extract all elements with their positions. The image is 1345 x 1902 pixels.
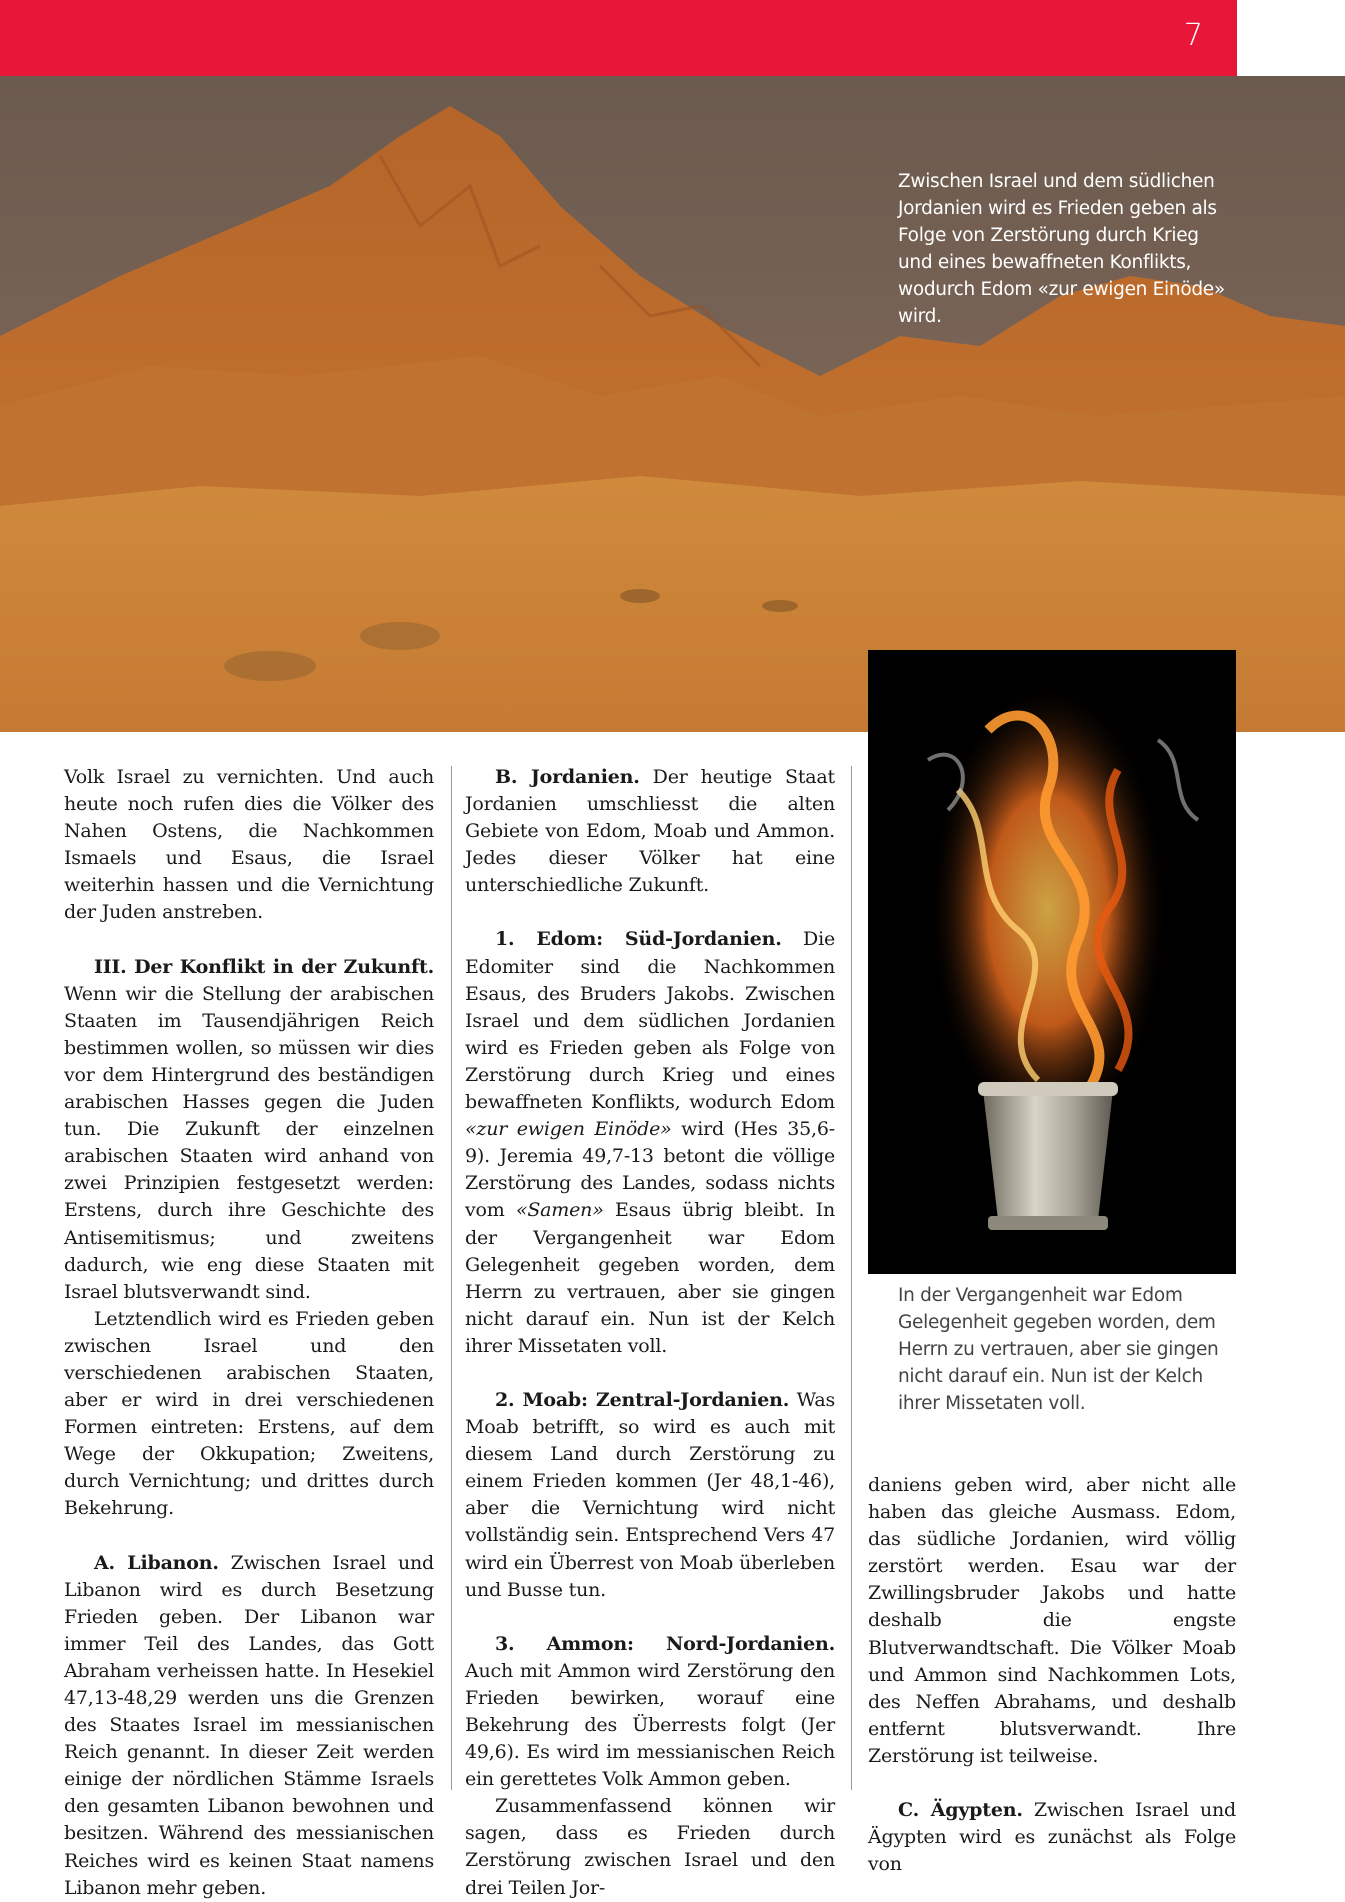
page-number: 7 [1183,18,1203,53]
header-bar [0,0,1237,76]
text-column-3 [868,1472,1236,1878]
fire-photo [868,650,1236,1274]
paragraph [465,1387,835,1604]
paragraph-text: Wenn wir die Stellung der arabischen Staaten im Tausendjährigen Reich bestimmen wollen, so müssen wir dies vor dem Hintergrund des beständigen arabischen Hasses gegen die Juden tun. Die Zukunft der einzelnen arabischen Staaten wird anhand von zwei Prinzipien festgesetzt werden: Erstens, durch ihre Geschichte des Antisemitismus; und zweitens dadurch, wie eng diese Staaten mit Israel blutsverwandt sind. [64,982,434,1303]
desert-photo-caption: Zwischen Israel und dem südlichen Jordanien wird es Frieden geben als Folge von Zerstörung durch Krieg und eines bewaffneten Konflikts, wodurch Edom «zur ewigen Einöde» wird. [898,171,1225,327]
paragraph [465,926,835,1360]
paragraph [465,764,835,899]
section-heading: B. Jordanien. [495,766,640,788]
section-heading: III. Der Konflikt in der Zukunft. [94,955,434,978]
paragraph [64,954,434,1306]
paragraph-text: Zwischen Israel und Libanon wird es durch Besetzung Frieden geben. Der Libanon war immer Teil des Landes, das Gott Abraham verheissen hatte. In Hesekiel 47,13-48,29 werden uns die Grenzen des Staates Israel im messianischen Reich genannt. In dieser Zeit werden einige der nördlichen Stämme Israels den gesamten Libanon bewohnen und besitzen. Während des messianischen Reiches wird es keinen Staat namens Libanon mehr geben. [64,1551,434,1899]
quote: «zur ewigen Einöde» [465,1118,672,1141]
section-heading: 1. Edom: Süd-Jordanien. [495,928,782,951]
paragraph [64,1550,434,1902]
paragraph-text: Was Moab betrifft, so wird es auch mit diesem Land durch Zerstörung zu einem Frieden kommen (Jer 48,1-46), aber die Vernichtung wird nicht vollständig sein. Entsprechend Vers 47 wird ein Überrest von Moab überleben und Busse tun. [465,1388,835,1601]
paragraph-text: Esaus übrig bleibt. In der Vergangenheit war Edom Gelegenheit gegeben worden, dem Herrn zu vertrauen, aber sie gingen nicht darauf ein. Nun ist der Kelch ihrer Missetaten voll. [465,1199,835,1357]
column-divider [851,766,852,1790]
paragraph: Zusammenfassend können wir sagen, dass es Frieden durch Zerstörung zwischen Israel und den drei Teilen Jor- [465,1795,835,1899]
section-heading: C. Ägypten. [898,1799,1023,1822]
paragraph-text: Der heutige Staat Jordanien umschliesst die alten Gebiete von Edom, Moab und Ammon. Jedes dieser Völker hat eine unterschiedliche Zukunft. [465,766,835,897]
paragraph-text: Auch mit Ammon wird Zerstörung den Frieden bewirken, worauf eine Bekehrung des Überrests folgt (Jer 49,6). Es wird im messianischen Reich ein gerettetes Volk Ammon geben. [465,1659,835,1791]
quote: «Samen» [515,1199,604,1222]
section-heading: 3. Ammon: Nord-Jordanien. [495,1632,835,1655]
section-heading: A. Libanon. [94,1551,219,1574]
paragraph: Letztendlich wird es Frieden geben zwischen Israel und den verschiedenen arabischen Staaten, aber er wird in drei verschiedenen Formen eintreten: Erstens, auf dem Wege der Okkupation; Zweitens, durch Vernichtung; und drittes durch Bekehrung. [64,1307,434,1520]
paragraph-text: Die Edomiter sind die Nachkommen Esaus, des Bruders Jakobs. Zwischen Israel und dem südlichen Jordanien wird es Frieden geben als Folge von Zerstörung durch Krieg und eines bewaffneten Konflikts, wodurch Edom [465,928,835,1114]
fire-photo-caption: In der Vergangenheit war Edom Gelegenheit gegeben worden, dem Herrn zu vertrauen, aber sie gingen nicht darauf ein. Nun ist der Kelch ihrer Missetaten voll. [898,1285,1219,1414]
paragraph [868,1797,1236,1878]
paragraph-text: wird (Hes 35,6-9). Jeremia 49,7-13 betont die völlige Zerstörung des Landes, sodass nichts vom [465,1118,835,1222]
paragraph: Volk Israel zu vernichten. Und auch heute noch rufen dies die Völker des Nahen Ostens, die Nachkommen Ismaels und Esaus, die Israel weiterhin hassen und die Vernichtung der Juden anstreben. [64,766,434,924]
section-heading: 2. Moab: Zentral-Jordanien. [495,1388,790,1411]
text-column-2 [465,764,835,1902]
paragraph [465,1631,835,1794]
column-divider [451,766,452,1790]
paragraph: daniens geben wird, aber nicht alle haben das gleiche Ausmass. Edom, das südliche Jordanien, wird völlig zerstört werden. Esau war der Zwillingsbruder Jakobs und hatte deshalb die engste Blutverwandtschaft. Die Völker Moab und Ammon sind Nachkommen Lots, des Neffen Abrahams, und deshalb entfernt blutsverwandt. Ihre Zerstörung ist teilweise. [868,1474,1236,1767]
paragraph-text: Zwischen Israel und Ägypten wird es zunächst als Folge von [868,1799,1236,1876]
text-column-1 [64,764,434,1902]
